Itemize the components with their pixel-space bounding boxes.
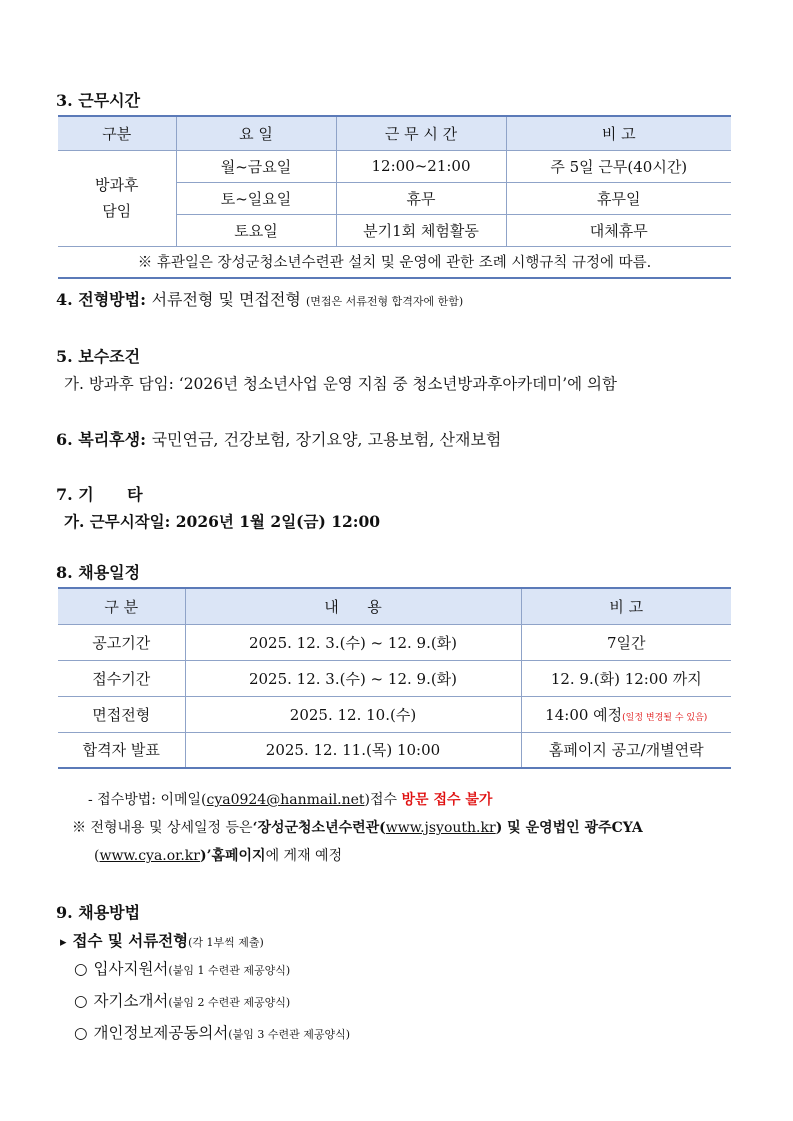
section-3-title: 3. 근무시간 bbox=[56, 91, 141, 110]
schedule-table bbox=[58, 587, 731, 769]
item-small: (붙임 1 수련관 제공양식) bbox=[168, 964, 291, 977]
method-prefix: - 접수방법: 이메일( bbox=[88, 792, 207, 808]
section-6-label: 6. 복리후생: bbox=[56, 430, 152, 449]
circle-bullet-icon: ○ bbox=[74, 1024, 88, 1042]
th-time: 근 무 시 간 bbox=[336, 116, 506, 150]
item-main: 자기소개서 bbox=[93, 992, 169, 1010]
url-jsyouth-link[interactable]: www.jsyouth.kr bbox=[385, 820, 496, 836]
circle-bullet-icon: ○ bbox=[74, 960, 88, 978]
group-line-2: 담임 bbox=[102, 202, 132, 220]
schedule-row3-note-small: (일정 변경될 수 있음) bbox=[622, 712, 708, 723]
group-line-1: 방과후 bbox=[95, 176, 139, 194]
row3-note: 대체휴무 bbox=[506, 214, 731, 246]
section-9-sub-main: 접수 및 서류전형 bbox=[72, 931, 189, 950]
section-4-main: 서류전형 및 면접전형 bbox=[151, 290, 301, 309]
item-main: 개인정보제공동의서 bbox=[93, 1024, 229, 1042]
schedule-row3-note-main: 14:00 예정 bbox=[545, 705, 623, 724]
group-cell bbox=[58, 150, 176, 246]
schedule-row3-note bbox=[521, 696, 731, 732]
section-9-sub bbox=[60, 929, 264, 951]
email-link[interactable]: cya0924@hanmail.net bbox=[206, 792, 365, 808]
schedule-row4-note: 홈페이지 공고/개별연락 bbox=[521, 732, 731, 768]
section-6-text: 국민연금, 건강보험, 장기요양, 고용보험, 산재보험 bbox=[151, 430, 502, 449]
section-4-small: (면접은 서류전형 합격자에 한함) bbox=[305, 295, 464, 308]
work-hours-footnote: ※ 휴관일은 장성군청소년수련관 설치 및 운영에 관한 조례 시행규칙 규정에 따름. bbox=[58, 246, 731, 278]
row3-day: 토요일 bbox=[176, 214, 336, 246]
notice-line-1 bbox=[72, 817, 643, 837]
list-item bbox=[74, 989, 290, 1011]
circle-bullet-icon: ○ bbox=[74, 992, 88, 1010]
row2-time: 휴무 bbox=[336, 182, 506, 214]
schedule-row2-content: 2025. 12. 3.(수) ~ 12. 9.(화) bbox=[185, 660, 521, 696]
row1-day: 월~금요일 bbox=[176, 150, 336, 182]
th-schedule-note: 비 고 bbox=[521, 588, 731, 624]
section-9-title: 9. 채용방법 bbox=[56, 903, 141, 922]
section-4-label: 4. 전형방법: bbox=[56, 290, 152, 309]
application-method bbox=[88, 789, 492, 809]
arrow-icon: ▸ bbox=[60, 935, 67, 950]
schedule-row3-label: 면접전형 bbox=[58, 696, 185, 732]
notice-bold-1: ‘장성군청소년수련관( bbox=[252, 820, 386, 836]
th-day: 요 일 bbox=[176, 116, 336, 150]
schedule-row2-label: 접수기간 bbox=[58, 660, 185, 696]
schedule-row1-note: 7일간 bbox=[521, 624, 731, 660]
schedule-row4-content: 2025. 12. 11.(목) 10:00 bbox=[185, 732, 521, 768]
th-category: 구분 bbox=[58, 116, 176, 150]
section-5-title: 5. 보수조건 bbox=[56, 347, 141, 366]
section-6 bbox=[56, 427, 501, 450]
method-mid: )접수 bbox=[364, 792, 402, 808]
work-hours-table bbox=[58, 115, 731, 279]
th-note: 비 고 bbox=[506, 116, 731, 150]
list-item bbox=[74, 1021, 350, 1043]
section-7-title: 7. 기 타 bbox=[56, 485, 143, 504]
section-9-sub-small: (각 1부씩 제출) bbox=[188, 936, 264, 949]
notice-bold-3: )’홈페이지 bbox=[199, 848, 266, 864]
section-4 bbox=[56, 287, 463, 310]
row2-note: 휴무일 bbox=[506, 182, 731, 214]
section-7-line: 가. 근무시작일: 2026년 1월 2일(금) 12:00 bbox=[64, 512, 381, 531]
th-schedule-content: 내 용 bbox=[185, 588, 521, 624]
item-main: 입사지원서 bbox=[93, 960, 169, 978]
schedule-row4-label: 합격자 발표 bbox=[58, 732, 185, 768]
notice-prefix: ※ 전형내용 및 상세일정 등은 bbox=[72, 820, 253, 836]
section-8-title: 8. 채용일정 bbox=[56, 563, 141, 582]
schedule-row1-label: 공고기간 bbox=[58, 624, 185, 660]
item-small: (붙임 3 수련관 제공양식) bbox=[228, 1028, 351, 1041]
section-5-line: 가. 방과후 담임: ‘2026년 청소년사업 운영 지침 중 청소년방과후아카데미’에 의함 bbox=[64, 375, 617, 393]
list-item bbox=[74, 957, 290, 979]
notice-open-paren: ( bbox=[94, 848, 100, 864]
no-visit-notice: 방문 접수 불가 bbox=[401, 792, 493, 808]
row1-note: 주 5일 근무(40시간) bbox=[506, 150, 731, 182]
schedule-row2-note: 12. 9.(화) 12:00 까지 bbox=[521, 660, 731, 696]
th-schedule-category: 구 분 bbox=[58, 588, 185, 624]
schedule-row3-content: 2025. 12. 10.(수) bbox=[185, 696, 521, 732]
notice-bold-2: ) 및 운영법인 광주CYA bbox=[495, 820, 643, 836]
item-small: (붙임 2 수련관 제공양식) bbox=[168, 996, 291, 1009]
notice-end: 에 게재 예정 bbox=[265, 848, 343, 864]
row2-day: 토~일요일 bbox=[176, 182, 336, 214]
row3-time: 분기1회 체험활동 bbox=[336, 214, 506, 246]
schedule-row1-content: 2025. 12. 3.(수) ~ 12. 9.(화) bbox=[185, 624, 521, 660]
row1-time: 12:00~21:00 bbox=[336, 150, 506, 182]
url-cya-link[interactable]: www.cya.or.kr bbox=[99, 848, 200, 864]
notice-line-2 bbox=[94, 845, 342, 865]
